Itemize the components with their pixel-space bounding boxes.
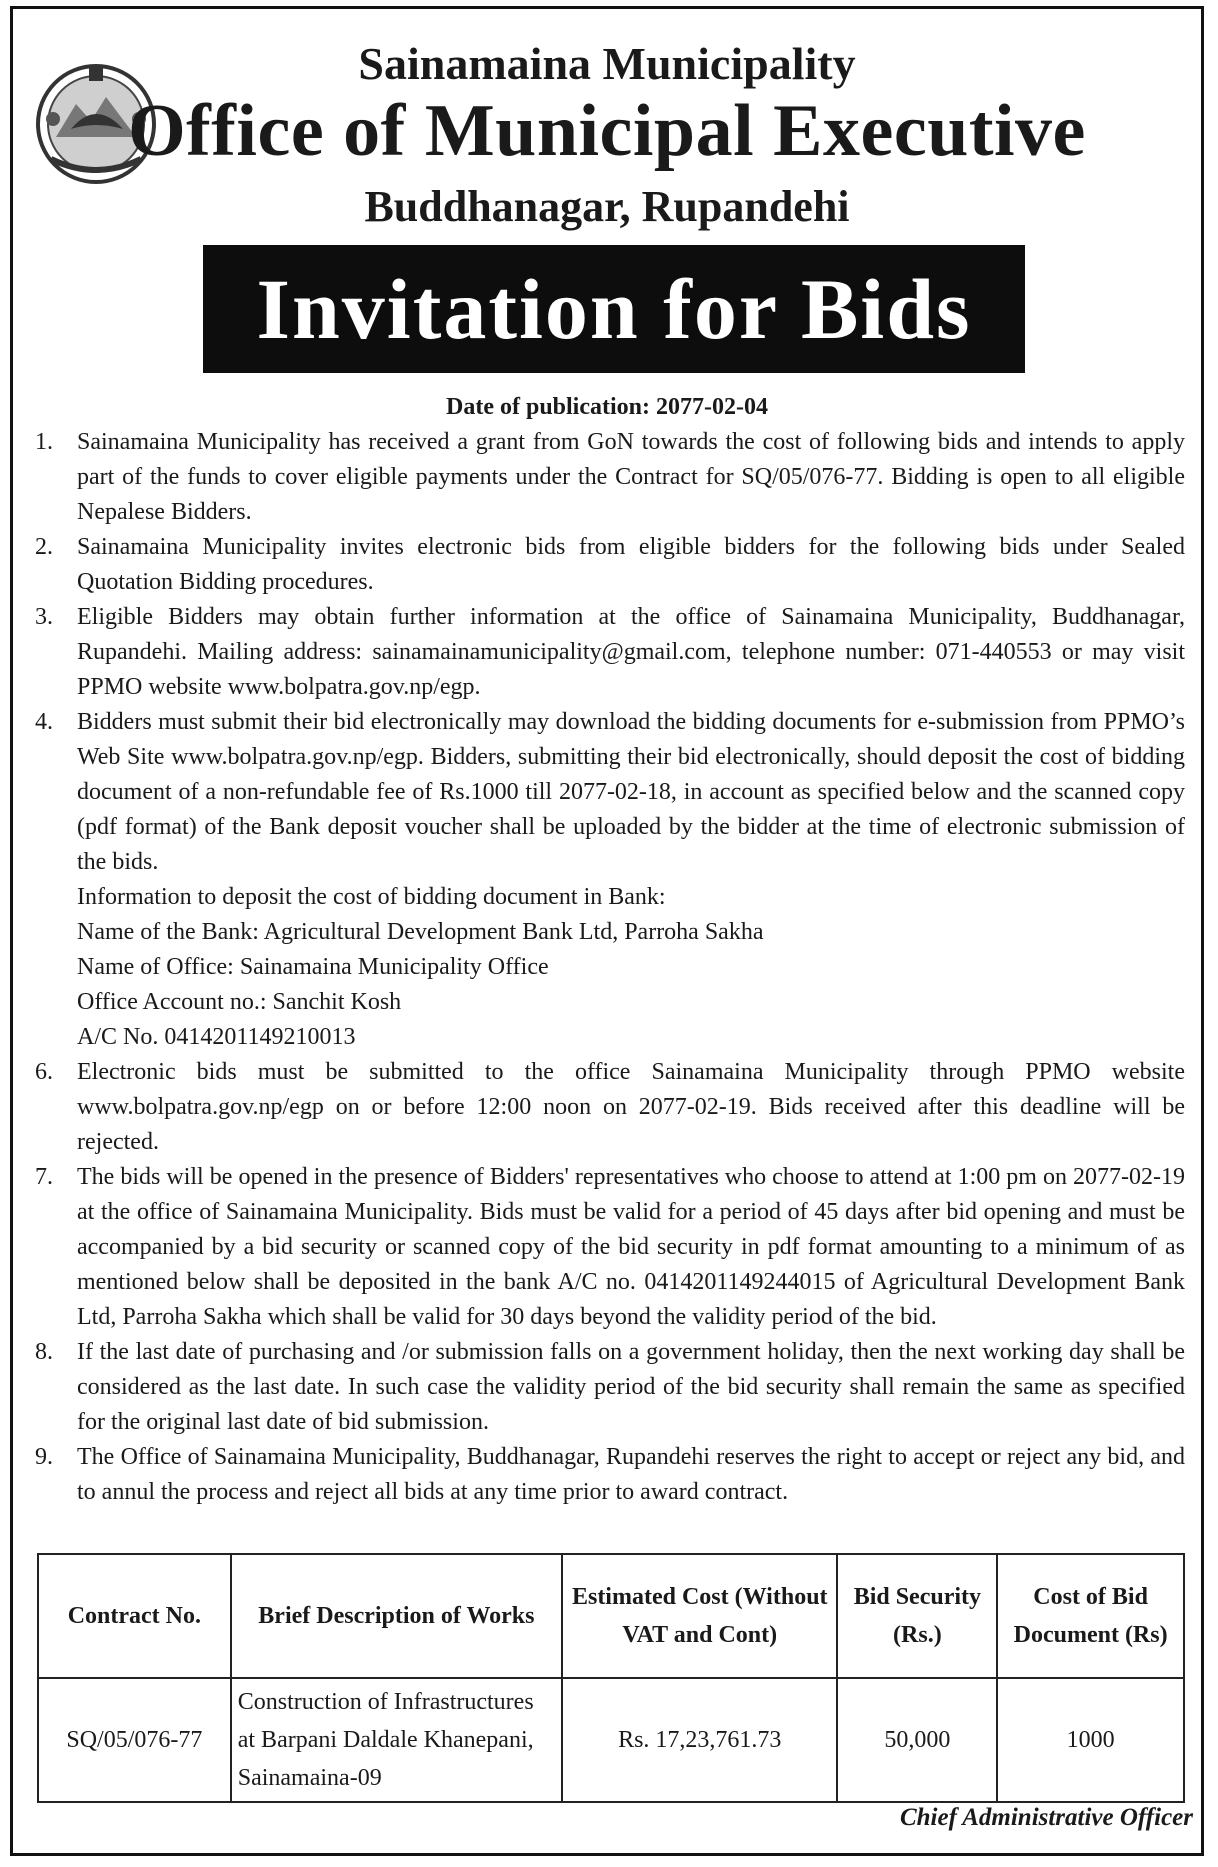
list-item [35,425,1185,530]
item-text: Electronic bids must be submitted to the office Sainamaina Municipality through PPMO website www.bolpatra.gov.np/egp on or before 12:00 noon on 2077-02-19. Bids received after this deadline will be rejected. [77,1059,1185,1155]
item-number: 1. [35,429,53,455]
item-number: 9. [35,1444,53,1470]
bank-account-name: Office Account no.: Sanchit Kosh [77,989,402,1015]
item-number: 7. [35,1164,53,1190]
bid-table [37,1553,1185,1803]
cell-bid-security: 50,000 [837,1678,997,1802]
item-number: 2. [35,534,53,560]
list-item [35,705,1185,880]
office-title: Office of Municipal Executive [128,90,1086,172]
item-text: If the last date of purchasing and /or submission falls on a government holiday, then the next working day shall be considered as the last date. In such case the validity period of the bid security shall remain the same as specified for the original last date of bid submission. [77,1339,1185,1435]
header-bid-security: Bid Security (Rs.) [837,1554,997,1678]
header-document-cost: Cost of Bid Document (Rs) [997,1554,1184,1678]
item-number: 3. [35,604,53,630]
item-number: 6. [35,1059,53,1085]
list-item [35,1440,1185,1510]
item-number: 8. [35,1339,53,1365]
bank-account-number: A/C No. 0414201149210013 [77,1024,356,1050]
item-text: Eligible Bidders may obtain further information at the office of Sainamaina Municipality, Buddhanagar, Rupandehi. Mailing address: sainamainamunicipality@gmail.com, telephone number: 071-440553 or may visit PPMO website www.bolpatra.gov.np/egp. [77,604,1185,700]
cell-estimated-cost: Rs. 17,23,761.73 [562,1678,837,1802]
office-location: Buddhanagar, Rupandehi [364,182,850,231]
table-header-row [38,1554,1184,1678]
item-number: 4. [35,709,53,735]
notice-body [35,425,1185,1510]
banner-title [203,245,1025,373]
list-item [35,1335,1185,1440]
cell-description: Construction of Infrastructures at Barpani Daldale Khanepani, Sainamaina-09 [231,1678,562,1802]
signature: Chief Administrative Officer [899,1804,1193,1831]
notice-frame [10,6,1204,1856]
item-text: Bidders must submit their bid electronically may download the bidding documents for e-submission from PPMO’s Web Site www.bolpatra.gov.np/egp. Bidders, submitting their bid electronically, should deposit the cost of bidding document of a non-refundable fee of Rs.1000 till 2077-02-18, in account as specified below and the scanned copy (pdf format) of the Bank deposit voucher shall be uploaded by the bidder at the time of electronic submission of the bids. [77,709,1185,875]
header-estimated-cost: Estimated Cost (Without VAT and Cont) [562,1554,837,1678]
table-row [38,1678,1184,1802]
list-item [35,1055,1185,1160]
item-text: The bids will be opened in the presence of Bidders' representatives who choose to attend at 1:00 pm on 2077-02-19 at the office of Sainamaina Municipality. Bids must be valid for a period of 45 days after bid opening and must be accompanied by a bid security or scanned copy of the bid security in pdf format amounting to a minimum of as mentioned below shall be deposited in the bank A/C no. 0414201149244015 of Agricultural Development Bank Ltd, Parroha Sakha which shall be valid for 30 days beyond the validity period of the bid. [77,1164,1185,1330]
list-item [35,530,1185,600]
header-description: Brief Description of Works [231,1554,562,1678]
bank-office-name: Name of Office: Sainamaina Municipality Office [77,954,549,980]
banner-text: Invitation for Bids [256,261,972,357]
list-item [35,600,1185,705]
list-item [35,1160,1185,1335]
publication-date: Date of publication: 2077-02-04 [446,394,768,420]
bank-info-intro: Information to deposit the cost of bidding document in Bank: [77,884,666,910]
municipality-name: Sainamaina Municipality [358,38,856,89]
bank-name: Name of the Bank: Agricultural Development Bank Ltd, Parroha Sakha [77,919,764,945]
item-text: Sainamaina Municipality invites electronic bids from eligible bidders for the following bids under Sealed Quotation Bidding procedures. [77,534,1185,595]
header-contract-no: Contract No. [38,1554,231,1678]
cell-contract-no: SQ/05/076-77 [38,1678,231,1802]
cell-document-cost: 1000 [997,1678,1184,1802]
item-text: Sainamaina Municipality has received a grant from GoN towards the cost of following bids and intends to apply part of the funds to cover eligible payments under the Contract for SQ/05/076-77. Bidding is open to all eligible Nepalese Bidders. [77,429,1185,525]
item-text: The Office of Sainamaina Municipality, Buddhanagar, Rupandehi reserves the right to accept or reject any bid, and to annul the process and reject all bids at any time prior to award contract. [77,1444,1185,1505]
